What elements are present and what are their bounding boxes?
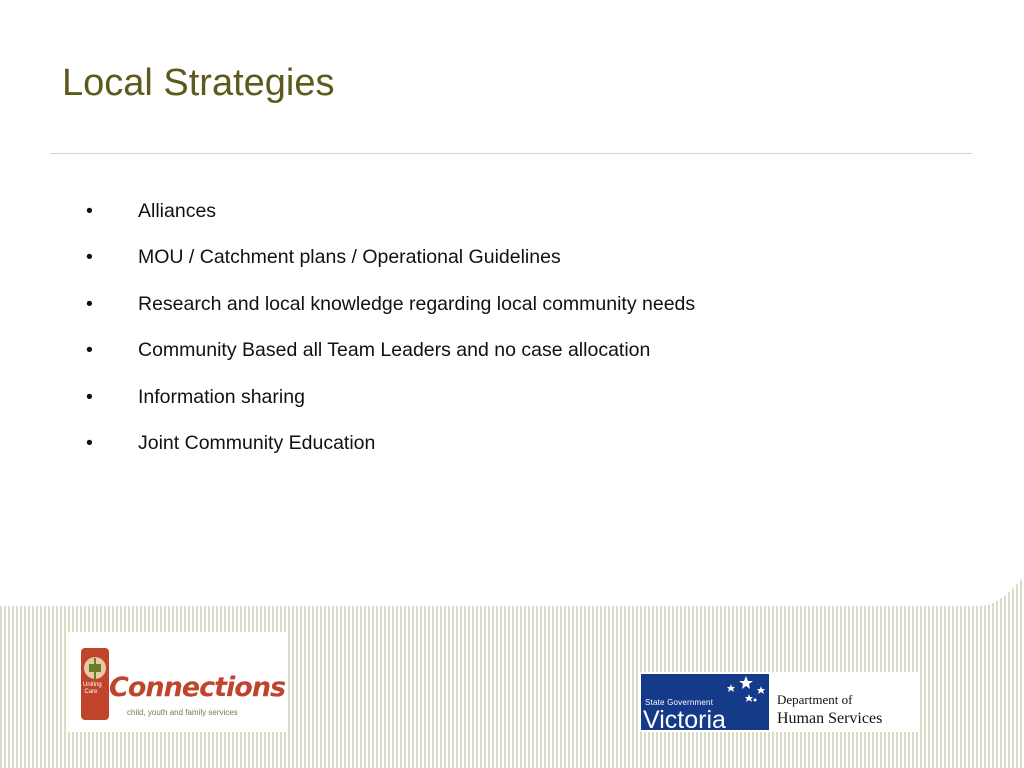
southern-cross-stars-icon <box>721 674 771 704</box>
victoria-blue-block <box>641 674 769 734</box>
bullet-text: MOU / Catchment plans / Operational Guidelines <box>138 246 561 269</box>
list-item <box>86 339 695 385</box>
list-item <box>86 293 695 339</box>
bullet-list <box>86 200 695 478</box>
bullet-marker: • <box>86 339 93 362</box>
connections-tagline: child, youth and family services <box>127 708 238 717</box>
bullet-marker: • <box>86 246 93 269</box>
bullet-text: Research and local knowledge regarding local community needs <box>138 292 696 315</box>
uniting-care-badge-text: Uniting Care <box>83 682 102 695</box>
department-line-1: Department of <box>777 692 853 707</box>
victoria-dhs-logo <box>640 672 920 732</box>
connections-logo <box>67 632 287 732</box>
bullet-marker: • <box>86 200 93 222</box>
title-divider <box>50 153 972 154</box>
victoria-wordmark: Victoria <box>643 706 726 734</box>
list-item <box>86 200 695 246</box>
list-item <box>86 246 695 292</box>
state-government-label: State Government <box>645 698 714 707</box>
bullet-text: Alliances <box>138 200 217 222</box>
list-item <box>86 432 695 478</box>
bullet-marker: • <box>86 292 93 315</box>
bullet-marker: • <box>86 385 93 408</box>
list-item <box>86 386 695 432</box>
slide-title: Local Strategies <box>62 62 335 104</box>
bullet-text: Joint Community Education <box>138 431 376 454</box>
department-line-2: Human Services <box>777 710 883 727</box>
bullet-marker: • <box>86 431 93 454</box>
bullet-text: Community Based all Team Leaders and no case allocation <box>138 339 651 362</box>
connections-wordmark: Connections <box>109 672 286 703</box>
bullet-text: Information sharing <box>138 385 305 408</box>
